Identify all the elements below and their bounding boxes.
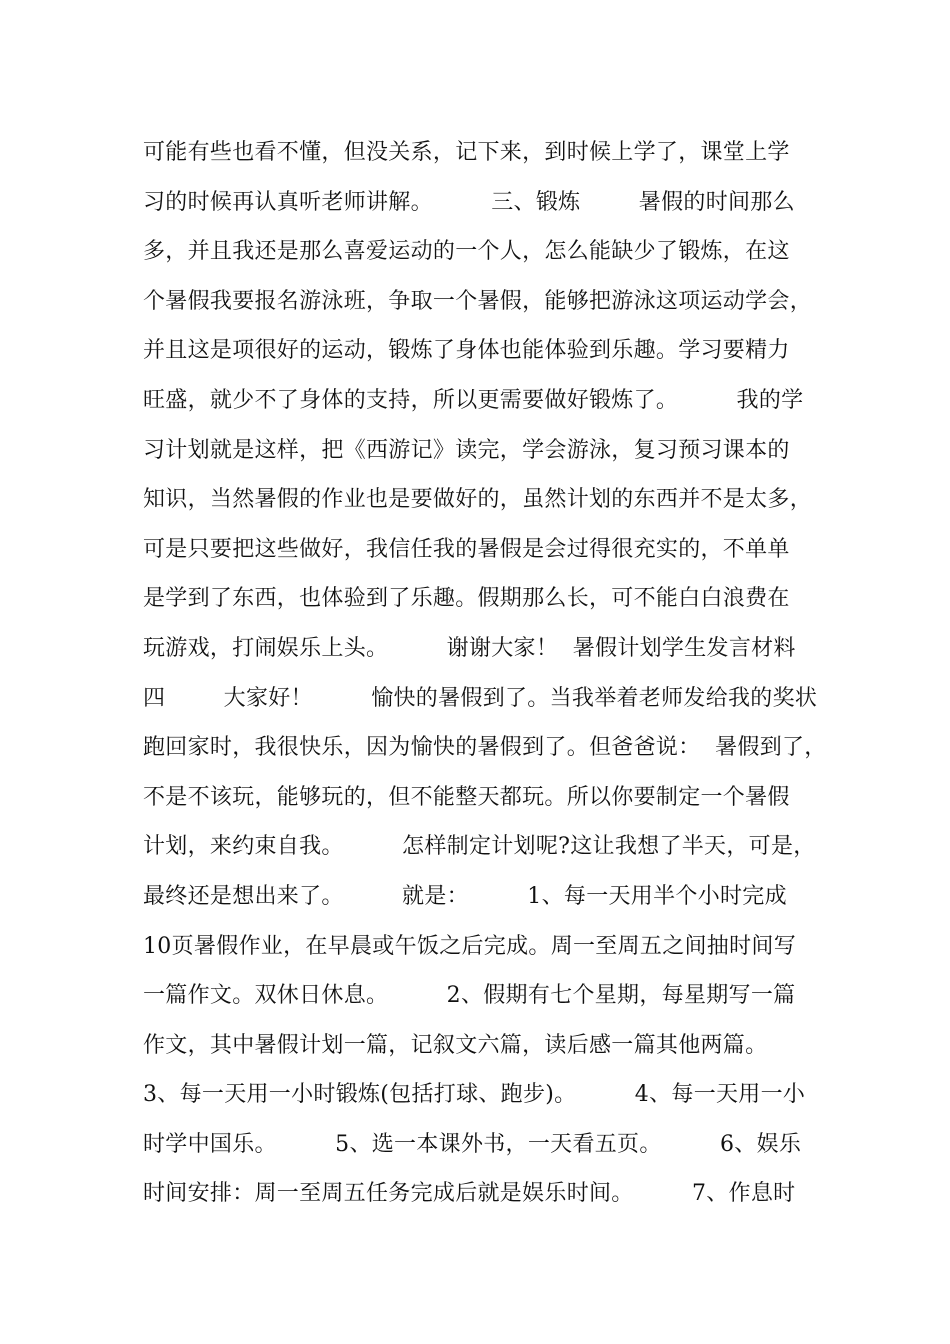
text-line: 旺盛，就少不了身体的支持，所以更需要做好锻炼了。 我的学 [143,387,804,413]
text-line: 最终还是想出来了。 就是： 1、每一天用半个小时完成 [143,883,787,909]
text-line: 不是不该玩，能够玩的，但不能整天都玩。所以你要制定一个暑假 [143,784,790,810]
body-text [143,128,827,1219]
text-line: 10页暑假作业，在早晨或午饭之后完成。周一至周五之间抽时间写 [143,933,796,959]
text-line: 时学中国乐。 5、选一本课外书，一天看五页。 6、娱乐 [143,1131,802,1157]
text-line: 个暑假我要报名游泳班，争取一个暑假，能够把游泳这项运动学会， [143,288,813,314]
text-line: 是学到了东西，也体验到了乐趣。假期那么长，可不能白白浪费在 [143,586,790,612]
text-line: 玩游戏，打闹娱乐上头。 谢谢大家！ 暑假计划学生发言材料 [143,635,796,661]
text-line: 习的时候再认真听老师讲解。 三、锻炼 暑假的时间那么 [143,189,795,215]
text-line: 知识，当然暑假的作业也是要做好的，虽然计划的东西并不是太多， [143,487,813,513]
text-line: 计划，来约束自我。 怎样制定计划呢?这让我想了半天，可是， [143,834,816,860]
text-line: 多，并且我还是那么喜爱运动的一个人，怎么能缺少了锻炼，在这 [143,239,790,265]
text-line: 并且这是项很好的运动，锻炼了身体也能体验到乐趣。学习要精力 [143,338,790,364]
text-line: 可是只要把这些做好，我信任我的暑假是会过得很充实的，不单单 [143,536,790,562]
text-line: 习计划就是这样，把《西游记》读完，学会游泳，复习预习课本的 [143,437,790,463]
text-line: 跑回家时，我很快乐，因为愉快的暑假到了。但爸爸说： 暑假到了， [143,735,827,761]
text-line: 作文，其中暑假计划一篇，记叙文六篇，读后感一篇其他两篇。 [143,1032,768,1058]
text-line: 可能有些也看不懂，但没关系，记下来，到时候上学了，课堂上学 [143,140,790,165]
text-line: 四 大家好！ 愉快的暑假到了。当我举着老师发给我的奖状 [143,685,818,711]
text-line: 一篇作文。双休日休息。 2、假期有七个星期，每星期写一篇 [143,983,796,1009]
text-line: 时间安排：周一至周五任务完成后就是娱乐时间。 7、作息时 [143,1181,796,1207]
text-line: 3、每一天用一小时锻炼(包括打球、跑步)。 4、每一天用一小 [143,1082,806,1108]
